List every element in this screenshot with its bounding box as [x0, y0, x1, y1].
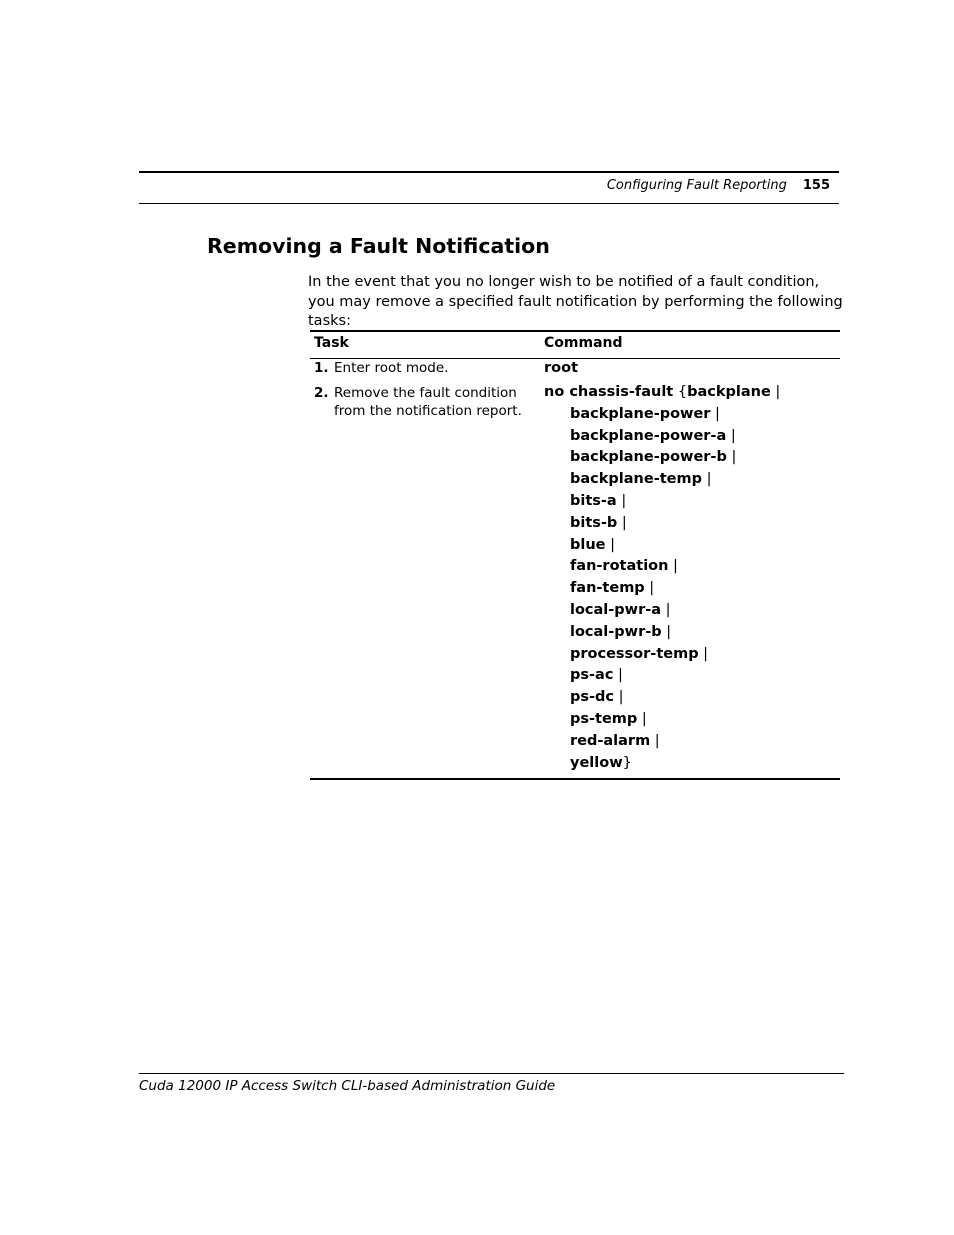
command-option: ps-dc [570, 689, 615, 706]
command-option: local-pwr-b [570, 623, 662, 640]
command-option: blue [570, 536, 606, 553]
command-option-line [544, 644, 844, 666]
page-number: 155 [802, 178, 830, 193]
command-option-line [544, 731, 844, 753]
command-option: red-alarm [570, 732, 651, 749]
command-option-line [544, 709, 844, 731]
command-cell [544, 382, 844, 774]
option-separator: | [614, 689, 624, 706]
command-keyword: root [544, 360, 579, 376]
command-option: fan-temp [570, 580, 645, 597]
header-bottom-rule [139, 203, 839, 204]
command-options-list [544, 404, 844, 775]
command-option-line [544, 447, 844, 469]
option-separator: | [726, 449, 737, 466]
table-bottom-rule [310, 778, 840, 780]
command-option: bits-a [570, 492, 617, 509]
option-separator: | [710, 405, 720, 422]
running-header [560, 177, 830, 195]
header-section-title: Configuring Fault Reporting [606, 178, 787, 193]
option-separator: | [605, 536, 616, 553]
command-option-line [544, 426, 844, 448]
task-text: Remove the fault condition from the notification report. [334, 385, 522, 419]
option-separator: | [726, 427, 736, 444]
command-option-line [544, 578, 844, 600]
section-heading: Removing a Fault Notification [207, 234, 550, 258]
command-option-line [544, 753, 844, 775]
option-separator: | [701, 471, 712, 488]
command-option: fan-rotation [570, 558, 669, 575]
command-option-line [544, 404, 844, 426]
command-option: ps-ac [570, 667, 614, 684]
header-top-rule [139, 171, 839, 173]
step-number: 1. [314, 360, 329, 376]
command-option-line [544, 600, 844, 622]
step-number: 2. [314, 385, 329, 401]
column-header-command: Command [544, 335, 623, 351]
footer-text: Cuda 12000 IP Access Switch CLI-based Administration Guide [139, 1078, 556, 1094]
command-option-line [544, 491, 844, 513]
command-option: processor-temp [570, 645, 699, 662]
option-separator: | [770, 384, 781, 400]
command-option-line [544, 622, 844, 644]
command-option-line [544, 469, 844, 491]
task-text: Enter root mode. [334, 360, 449, 376]
command-option-line [544, 535, 844, 557]
command-keyword: no chassis-fault [544, 384, 674, 400]
option-separator: | [617, 514, 627, 531]
option-separator: | [661, 623, 672, 640]
option-separator: | [668, 558, 678, 575]
option-separator: | [650, 732, 660, 749]
command-option: backplane-power-b [570, 449, 727, 466]
command-option-line [544, 665, 844, 687]
command-option-line [544, 513, 844, 535]
command-option: ps-temp [570, 710, 638, 727]
option-separator: | [644, 580, 655, 597]
option-separator: | [698, 645, 709, 662]
command-option: yellow [570, 754, 623, 771]
brace-close: } [622, 754, 632, 771]
table-top-rule [310, 330, 840, 332]
option-separator: | [661, 601, 671, 618]
column-header-task: Task [314, 335, 349, 351]
command-option: local-pwr-a [570, 601, 662, 618]
option-separator: | [613, 667, 623, 684]
brace-open: { [673, 384, 688, 400]
option-separator: | [616, 492, 627, 509]
command-cell [544, 358, 844, 380]
footer-rule [139, 1073, 844, 1074]
command-option: backplane-temp [570, 471, 702, 488]
command-option-line [544, 556, 844, 578]
option-separator: | [637, 710, 647, 727]
command-option: bits-b [570, 514, 618, 531]
command-option: backplane [687, 384, 771, 400]
command-option: backplane-power [570, 405, 711, 422]
intro-paragraph: In the event that you no longer wish to be notified of a fault condition, you may remove a specified fault notification by performing the following tasks: [308, 274, 843, 329]
command-option-line [544, 687, 844, 709]
command-option: backplane-power-a [570, 427, 727, 444]
